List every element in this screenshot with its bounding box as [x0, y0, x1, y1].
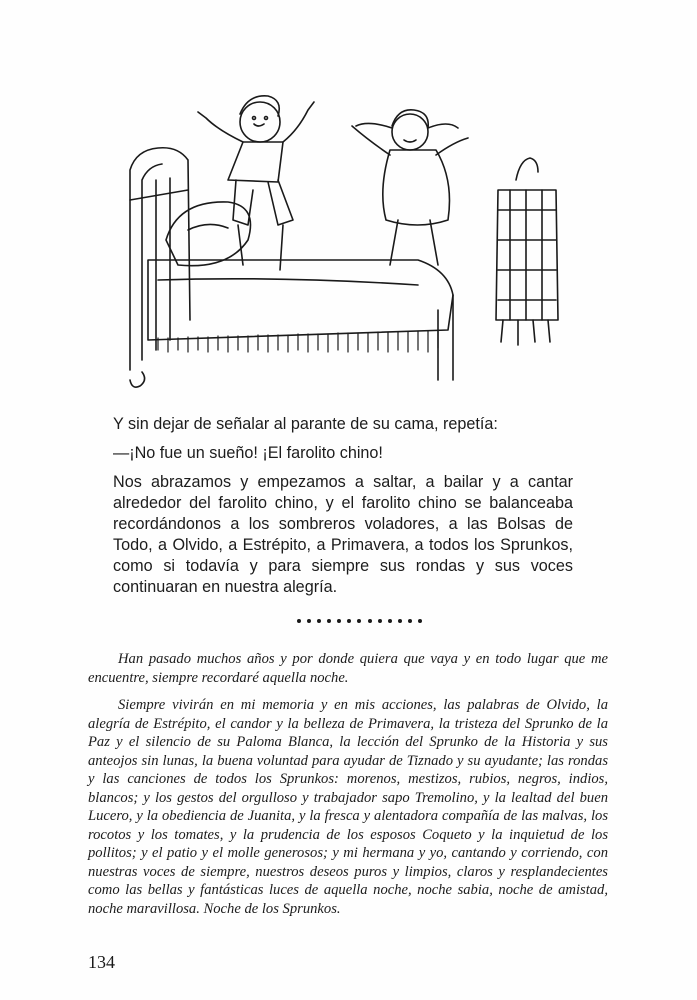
epilogue-text: [88, 650, 608, 918]
body-line-1: Y sin dejar de señalar al parante de su cama, repetía:: [113, 415, 498, 433]
epilogue-paragraph-1: Han pasado muchos años y por donde quiera que vaya y en todo lugar que me encuentre, siempre recordaré aquella noche.: [88, 651, 608, 686]
epilogue-paragraph-2: Siempre vivirán en mi memoria y en mis acciones, las palabras de Olvido, la alegría de Estrépito, el candor y la belleza de Primavera, la tristeza del Sprunko de la Paz y el silencio de su Paloma Blanca, la lección del Sprunko de la Historia y sus anteojos sin lunas, la buena voluntad para ayudar de Tiznado y su ayudante; las rondas y las canciones de todos los Sprunkos: morenos, mestizos, rubios, negros, indios, blancos; y los gestos del orgulloso y trabajador sapo Tremolino, y la lealtad del buen Lucero, y la obediencia de Juanita, y la fresca y alentadora compañía de las malvas, los rocotos y los tomates, y la prudencia de los esposos Coqueto y la inquietud de los pollitos; y el patio y el molle generosos; y mi hermana y yo, cantando y corriendo, con nuestras voces de siempre, nuestros deseos puros y limpios, claros y resplandecientes como las bellas y fantásticas luces de aquella noche, noche sabia, noche de amistad, noche maravillosa. Noche de los Sprunkos.: [88, 697, 608, 917]
body-paragraph: Nos abrazamos y empezamos a saltar, a bailar y a cantar alrededor del farolito chino, y el farolito chino se balanceaba recordándonos a los sombreros voladores, a las Bolsas de Todo, a Olvido, a Estrépito, a Primavera, a todos los Sprunkos, como si todavía y para siempre sus rondas y sus voces continuaran en nuestra alegría.: [113, 473, 573, 596]
body-dialogue: —¡No fue un sueño! ¡El farolito chino!: [113, 444, 383, 462]
dotted-separator: [297, 618, 422, 624]
body-text: [113, 414, 573, 598]
illustration-children-on-bed: [118, 80, 588, 400]
page-number: 134: [88, 952, 115, 972]
